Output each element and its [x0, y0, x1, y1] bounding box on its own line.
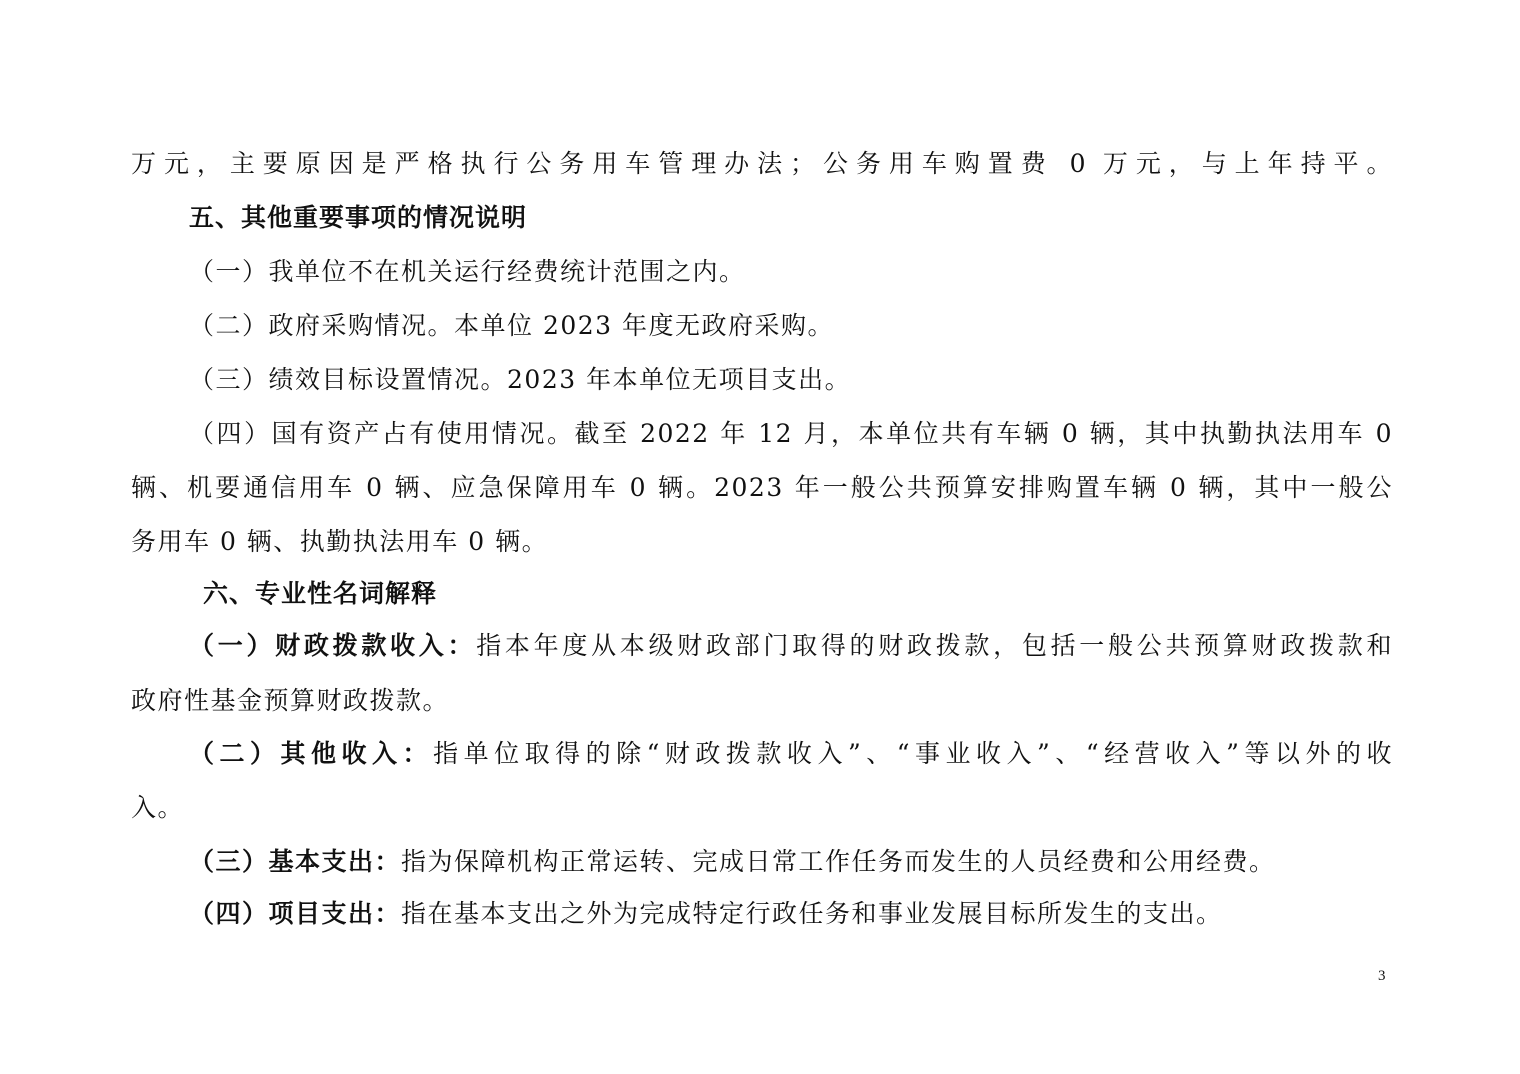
paragraph-line: 务用车 0 辆、执勤执法用车 0 辆。 [131, 527, 549, 556]
definition-text: 指在基本支出之外为完成特定行政任务和事业发展目标所发生的支出。 [401, 899, 1223, 928]
paragraph-line: （一）我单位不在机关运行经费统计范围之内。 [189, 257, 746, 286]
paragraph-line: 入。 [131, 793, 185, 822]
page-number: 3 [1378, 968, 1386, 984]
definition-line [189, 897, 1223, 931]
definition-line [189, 845, 1276, 879]
paragraph-line: 政府性基金预算财政拨款。 [131, 686, 450, 715]
definition-line [189, 629, 1393, 663]
section-heading-5: 五、其他重要事项的情况说明 [189, 203, 528, 232]
definition-text: 指为保障机构正常运转、完成日常工作任务而发生的人员经费和公用经费。 [401, 847, 1276, 876]
definition-term: （四）项目支出： [189, 899, 402, 928]
paragraph-line: （四）国有资产占有使用情况。截至 2022 年 12 月，本单位共有车辆 0 辆，其中执勤执法用车 0 [189, 419, 1393, 448]
paragraph-line: 辆、机要通信用车 0 辆、应急保障用车 0 辆。2023 年一般公共预算安排购置车辆 0 辆，其中一般公 [131, 473, 1393, 502]
paragraph-line: （三）绩效目标设置情况。2023 年本单位无项目支出。 [189, 365, 852, 394]
section-heading-6: 六、专业性名词解释 [203, 579, 438, 608]
definition-line [189, 737, 1393, 771]
definition-text: 指本年度从本级财政部门取得的财政拨款，包括一般公共预算财政拨款和 [476, 631, 1393, 660]
paragraph-line: 万元，主要原因是严格执行公务用车管理办法；公务用车购置费 0 万元，与上年持平。 [131, 149, 1393, 178]
paragraph-line: （二）政府采购情况。本单位 2023 年度无政府采购。 [189, 311, 835, 340]
definition-term: （一）财政拨款收入： [189, 631, 477, 660]
definition-term: （三）基本支出： [189, 847, 402, 876]
definition-term: （二）其他收入： [189, 739, 434, 768]
definition-text: 指单位取得的除“财政拨款收入”、“事业收入”、“经营收入”等以外的收 [433, 739, 1393, 768]
